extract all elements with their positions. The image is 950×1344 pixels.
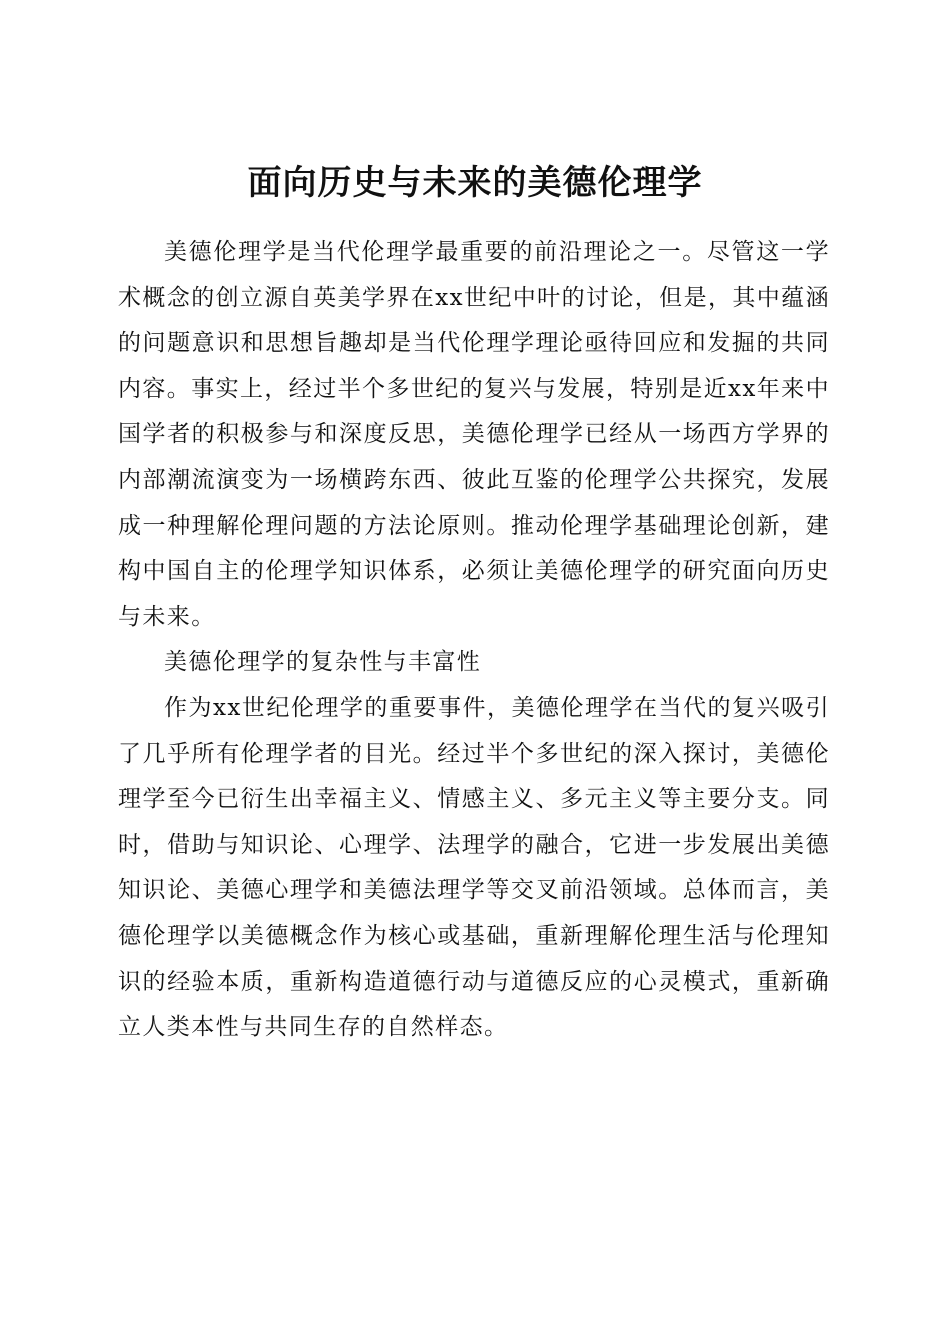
section-heading: 美德伦理学的复杂性与丰富性 xyxy=(164,649,482,676)
paragraph-section-body: 作为xx世纪伦理学的重要事件，美德伦理学在当代的复兴吸引了几乎所有伦理学者的目光。经过半个多世纪的深入探讨，美德伦理学至今已衍生出幸福主义、情感主义、多元主义等主要分支。同时，借助与知识论、心理学、法理学的融合，它进一步发展出美德知识论、美德心理学和美德法理学等交叉前沿领域。总体而言，美德伦理学以美德概念作为核心或基础，重新理解伦理生活与伦理知识的经验本质，重新构造道德行动与道德反应的心灵模式，重新确立人类本性与共同生存的自然样态。 xyxy=(118,694,830,1041)
document-body xyxy=(118,230,830,1051)
paragraph-intro: 美德伦理学是当代伦理学最重要的前沿理论之一。尽管这一学术概念的创立源自英美学界在xx世纪中叶的讨论，但是，其中蕴涵的问题意识和思想旨趣却是当代伦理学理论亟待回应和发掘的共同内容。事实上，经过半个多世纪的复兴与发展，特别是近xx年来中国学者的积极参与和深度反思，美德伦理学已经从一场西方学界的内部潮流演变为一场横跨东西、彼此互鉴的伦理学公共探究，发展成一种理解伦理问题的方法论原则。推动伦理学基础理论创新，建构中国自主的伦理学知识体系，必须让美德伦理学的研究面向历史与未来。 xyxy=(118,239,830,630)
document-title: 面向历史与未来的美德伦理学 xyxy=(247,162,703,203)
